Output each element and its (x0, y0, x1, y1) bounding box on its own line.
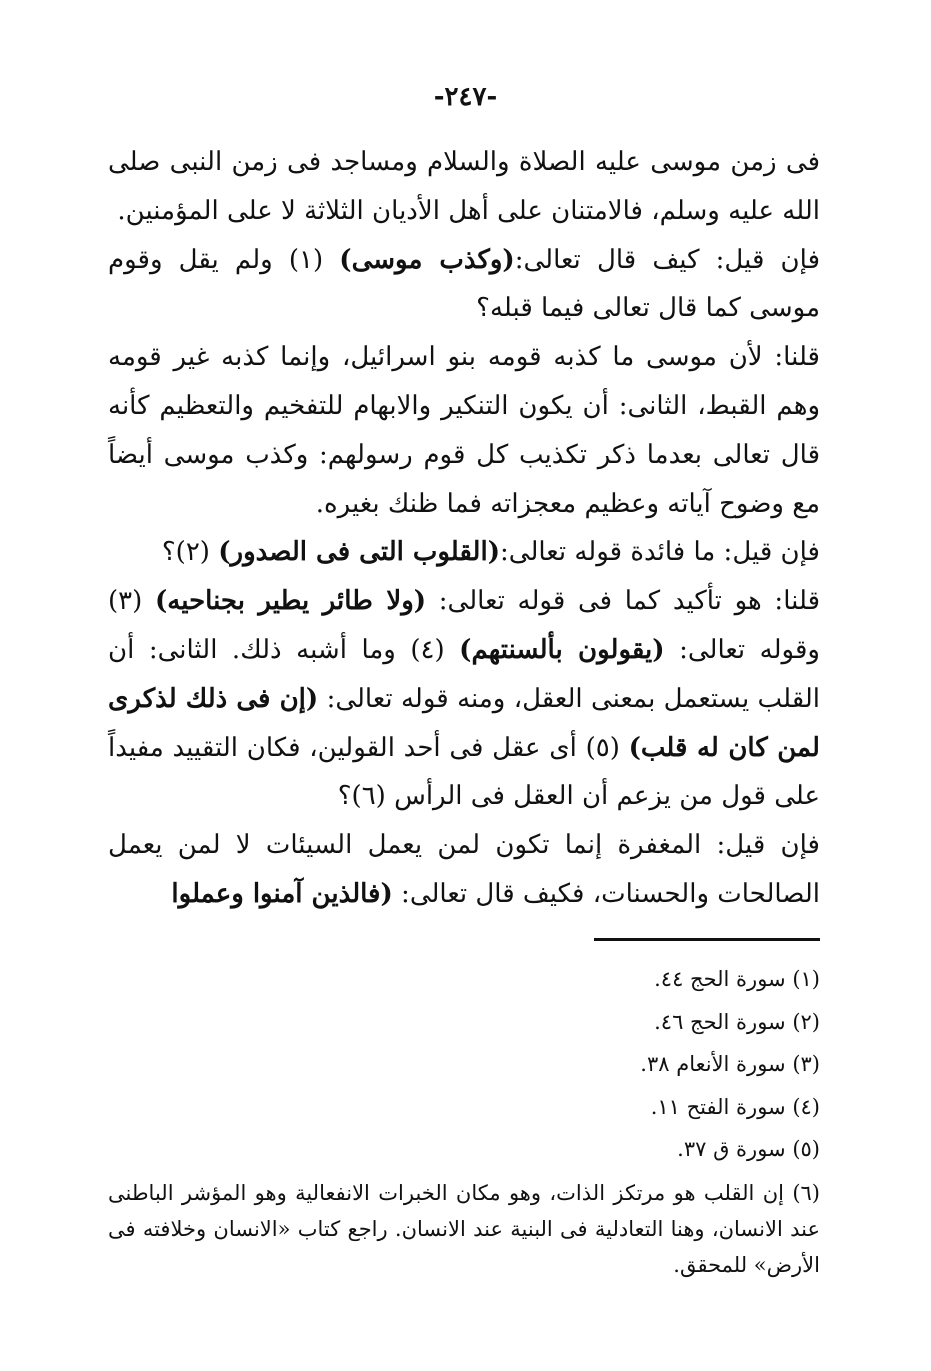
paragraph (108, 821, 820, 919)
paragraph-text: فإن قيل: كيف قال تعالى: (514, 244, 820, 275)
quran-quote: (فالذين آمنوا وعملوا (171, 878, 393, 909)
paragraph-text: (٤) وما أشبه ذلك. الثانى: أن القلب يستعمل بمعنى العقل، ومنه قوله تعالى: (108, 634, 820, 714)
paragraph (108, 138, 820, 236)
footnotes (108, 958, 820, 1283)
paragraph (108, 333, 820, 528)
paragraph-text: (١) ولم يقل وقوم موسى كما قال تعالى فيما قبله؟ (108, 244, 820, 324)
paragraph-text: (٣) وقوله تعالى: (108, 586, 820, 665)
paragraph-text: قلنا: لأن موسى ما كذبه قومه بنو اسرائيل، وإنما كذبه غير قومه وهم القبط، الثانى: أن يكون التنكير والابهام للتفخيم والتعظيم كأنه قال تعالى بعدما ذكر تكذيب كل قوم رسولهم: وكذب موسى أيضاً مع وضوح آياته وعظيم معجزاته فما ظنك بغيره. (108, 342, 821, 519)
footnote-6: (٦) إن القلب هو مرتكز الذات، وهو مكان الخبرات الانفعالية وهو المؤشر الباطنى عند الانسان، وهنا التعادلية فى البنية عند الانسان. راجع كتاب «الانسان وخلافته فى الأرض» للمحقق. (108, 1180, 820, 1277)
main-text-body (108, 138, 820, 919)
quran-quote: (يقولون بألسنتهم) (459, 634, 665, 665)
paragraph-text: فإن قيل: ما فائدة قوله تعالى: (500, 537, 820, 568)
footnote-2: (٢) سورة الحج ٤٦. (654, 1009, 820, 1034)
footnote-1: (١) سورة الحج ٤٤. (654, 967, 820, 991)
footnote-5: (٥) سورة ق ٣٧. (677, 1137, 820, 1161)
paragraph (108, 577, 820, 821)
quran-quote: (القلوب التى فى الصدور) (218, 537, 501, 568)
paragraph (108, 528, 820, 577)
paragraph-text: فإن قيل: المغفرة إنما تكون لمن يعمل السيئات لا لمن يعمل الصالحات والحسنات، فكيف قال تعالى: (108, 830, 820, 909)
paragraph-text: (٥) أى عقل فى أحد القولين، فكان التقييد مفيداً على قول من يزعم أن العقل فى الرأس (٦)؟ (108, 732, 820, 812)
quran-quote: (وكذب موسى) (339, 244, 515, 275)
footnote-3: (٣) سورة الأنعام ٣٨. (640, 1052, 820, 1076)
paragraph-text: (٢)؟ (161, 537, 219, 568)
footnote-divider (594, 938, 820, 941)
paragraph (108, 236, 820, 334)
quran-quote: (ولا طائر يطير بجناحيه) (154, 586, 427, 617)
paragraph-text: قلنا: هو تأكيد كما فى قوله تعالى: (426, 586, 820, 617)
footnote-4: (٤) سورة الفتح ١١. (650, 1094, 820, 1119)
paragraph-text: فى زمن موسى عليه الصلاة والسلام ومساجد فى زمن النبى صلى الله عليه وسلم، فالامتنان على أهل الأديان الثلاثة لا على المؤمنين. (108, 147, 820, 226)
page-number: -٢٤٧- (433, 82, 498, 112)
quran-quote: (إن فى ذلك لذكرى لمن كان له قلب) (108, 683, 820, 763)
